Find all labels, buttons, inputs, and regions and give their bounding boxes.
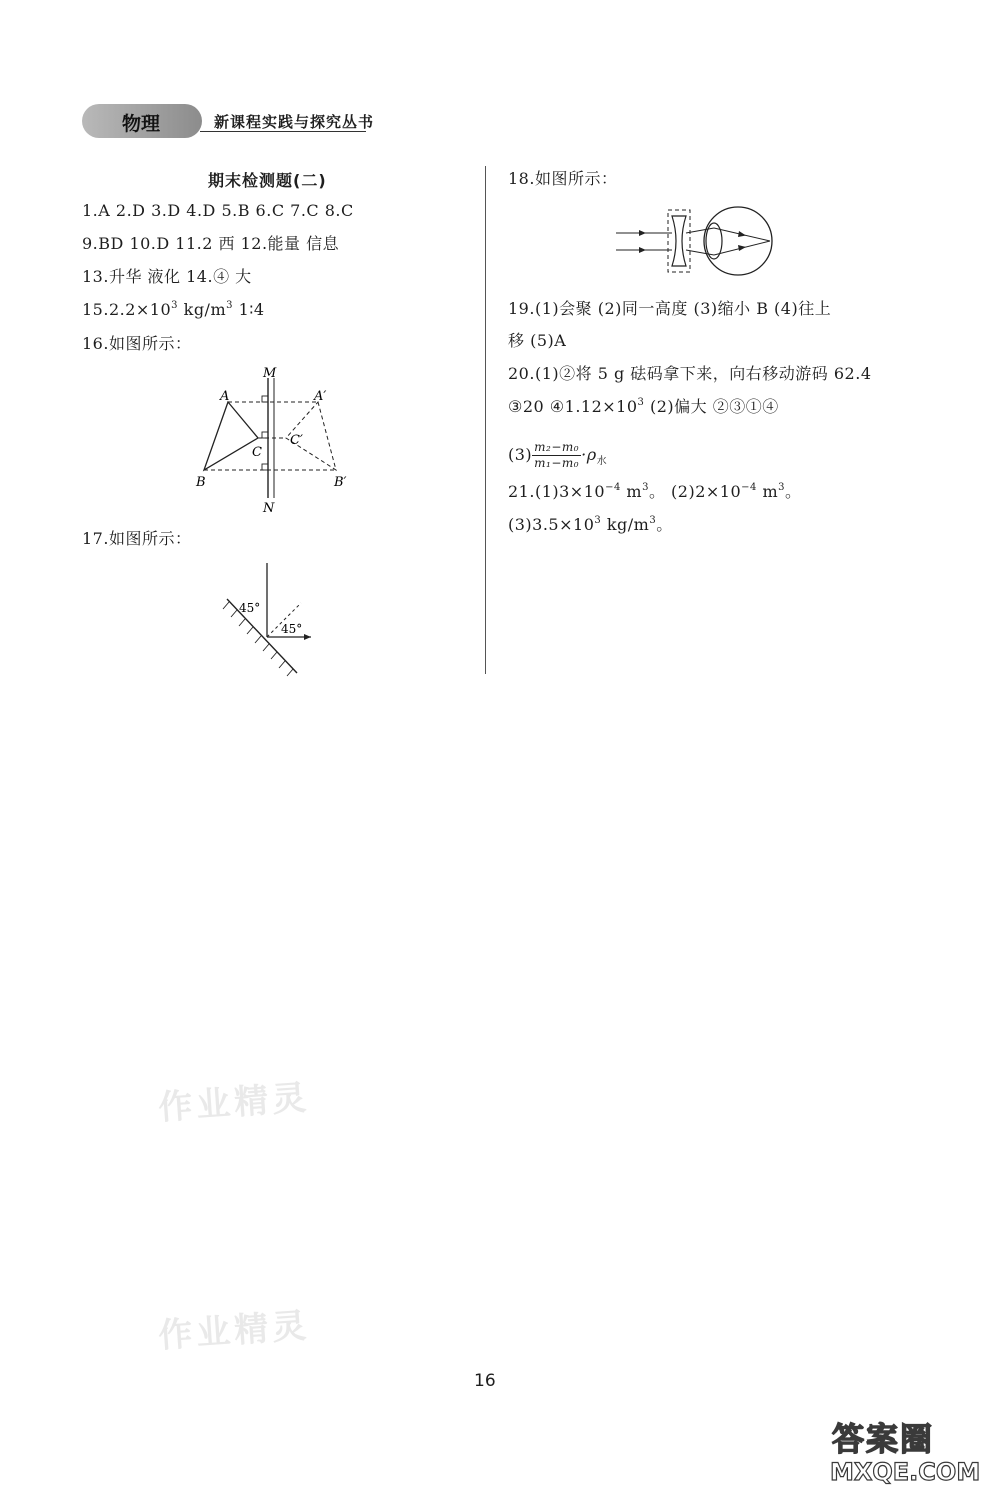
answer-20-line-2 (508, 396, 779, 418)
label-m: M (263, 366, 277, 381)
subject-label: 物理 (122, 113, 161, 135)
figure-17-reflection (215, 555, 325, 680)
answer-19-line-2: 移 (5)A (508, 331, 567, 350)
section-title: 期末检测题(二) (208, 171, 327, 190)
label-a: A (220, 389, 230, 404)
rho-subscript: 水 (596, 456, 608, 467)
label-n: N (263, 501, 275, 516)
answer-line-1: 1.A 2.D 3.D 4.D 5.B 6.C 7.C 8.C (82, 201, 354, 220)
label-b-prime: B′ (334, 475, 347, 490)
concave-lens (672, 216, 686, 266)
fraction-denominator: m₁−m₀ (534, 456, 580, 470)
rho-symbol: ·ρ (581, 445, 597, 464)
answer-21-exp5: 3 (594, 515, 602, 526)
answer-line-2: 9.BD 10.D 11.2 西 12.能量 信息 (82, 234, 340, 253)
answer-19-line-1: 19.(1)会聚 (2)同一高度 (3)缩小 B (4)往上 (508, 299, 832, 318)
right-angle-mark (262, 396, 268, 402)
answer-21-unit1: m (620, 482, 643, 501)
answer-21-tail: 。 (785, 482, 802, 501)
corner-logo (822, 1410, 992, 1486)
answer-20-rest: (2)偏大 ②③①④ (644, 397, 779, 416)
question-18-label: 18.如图所示： (508, 169, 618, 188)
page-number: 16 (474, 1371, 496, 1391)
answer-15-ratio: 1∶4 (233, 300, 265, 319)
label-c: C (252, 445, 262, 460)
answer-15-value: 15.2.2×10 (82, 300, 172, 319)
answer-20-density: ③20 ④1.12×10 (508, 397, 638, 416)
answer-20-part3: (3) (508, 445, 533, 464)
angle-right-label: 45° (281, 622, 303, 636)
answer-line-3: 13.升华 液化 14.④ 大 (82, 267, 252, 286)
label-c-prime: C′ (290, 433, 303, 448)
label-b: B (196, 475, 206, 490)
answer-21-line-1 (508, 481, 802, 503)
logo-text-top: 答案圈 (832, 1420, 935, 1458)
header-rule (200, 131, 366, 132)
arrow-head (738, 245, 746, 251)
answer-21-exp6: 3 (649, 515, 657, 526)
answer-20-exp: 3 (637, 397, 645, 408)
answer-21-exp4: 3 (778, 482, 786, 493)
answer-21-part1: 21.(1)3×10 (508, 482, 606, 501)
right-angle-mark (262, 432, 268, 438)
figure-18-eye-correction (612, 200, 792, 285)
fraction-numerator: m₂−m₀ (534, 440, 580, 454)
arrow-head (639, 247, 646, 253)
answer-20-line-3 (508, 438, 607, 472)
question-16-label: 16.如图所示： (82, 334, 192, 353)
answer-21-tail2: 。 (656, 515, 673, 534)
answer-15-unit-exp: 3 (226, 300, 233, 311)
object-triangle (204, 402, 258, 470)
series-title: 新课程实践与探究丛书 (214, 113, 375, 131)
mirror-surface (227, 599, 297, 673)
question-17-label: 17.如图所示： (82, 529, 192, 548)
figure-16-mirror-image (190, 360, 360, 520)
arrow-head (639, 230, 646, 236)
answer-15-exp: 3 (171, 300, 179, 311)
answer-line-4 (82, 299, 265, 321)
glasses-frame (668, 210, 690, 272)
logo-text-bottom: MXQE.COM (830, 1458, 981, 1486)
logo-graphic (822, 1410, 992, 1486)
eyeball (704, 207, 772, 275)
answer-21-unit3: kg/m (601, 515, 650, 534)
answer-21-part2: 。 (2)2×10 (648, 482, 742, 501)
subject-badge (82, 104, 202, 138)
answer-21-exp3: −4 (741, 482, 757, 493)
watermark-1: 作业精灵 (157, 1077, 312, 1129)
answer-21-line-2 (508, 514, 673, 536)
answer-15-unit: kg/m (178, 300, 227, 319)
right-angle-mark (262, 464, 268, 470)
label-a-prime: A′ (314, 389, 327, 404)
answer-21-part3: (3)3.5×10 (508, 515, 595, 534)
arrow-head (738, 231, 746, 237)
answer-21-exp1: −4 (605, 482, 621, 493)
answer-21-exp2: 3 (642, 482, 649, 493)
column-divider (485, 166, 486, 674)
watermark-2: 作业精灵 (157, 1305, 312, 1357)
arrow-head (304, 634, 311, 640)
answer-20-line-1: 20.(1)②将 5 g 砝码拿下来，向右移动游码 62.4 (508, 364, 872, 383)
angle-left-label: 45° (239, 601, 261, 615)
answer-21-unit2: m (756, 482, 779, 501)
density-fraction (532, 440, 581, 471)
